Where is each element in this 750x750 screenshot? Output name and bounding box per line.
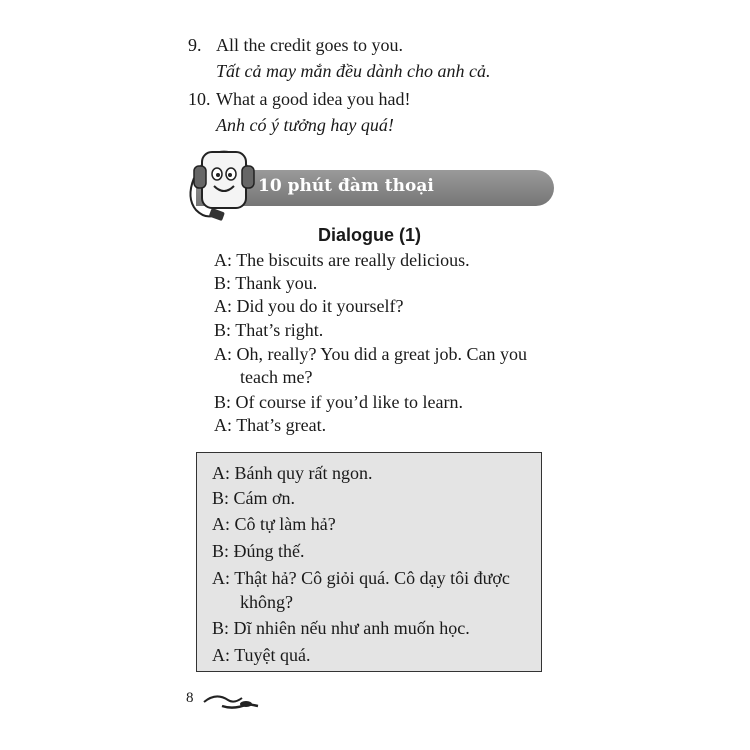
example-10-number: 10. xyxy=(188,89,211,109)
example-9-number: 9. xyxy=(188,35,202,55)
translation-line-7: A: Tuyệt quá. xyxy=(212,645,311,665)
decorative-flourish-icon xyxy=(202,688,262,712)
section-title: 10 phút đàm thoại xyxy=(258,176,434,196)
example-10-english: What a good idea you had! xyxy=(216,89,411,109)
example-9-english: All the credit goes to you. xyxy=(216,35,403,55)
dialogue-line-2: B: Thank you. xyxy=(214,273,318,293)
dialogue-line-7: A: That’s great. xyxy=(214,415,327,435)
dialogue-line-3: A: Did you do it yourself? xyxy=(214,296,404,316)
translation-line-6: B: Dĩ nhiên nếu như anh muốn học. xyxy=(212,618,470,638)
dialogue-line-5-cont: teach me? xyxy=(240,367,313,387)
dialogue-line-1: A: The biscuits are really delicious. xyxy=(214,250,470,270)
translation-line-5: A: Thật hả? Cô giỏi quá. Cô dạy tôi được xyxy=(212,568,510,588)
dialogue-line-4: B: That’s right. xyxy=(214,320,324,340)
translation-line-2: B: Cám ơn. xyxy=(212,488,296,508)
page-number: 8 xyxy=(186,690,194,706)
example-10-vietnamese: Anh có ý tưởng hay quá! xyxy=(216,115,394,135)
translation-line-1: A: Bánh quy rất ngon. xyxy=(212,463,373,483)
translation-line-5-cont: không? xyxy=(240,592,293,612)
dialogue-line-5: A: Oh, really? You did a great job. Can you xyxy=(214,344,527,364)
dialogue-title: Dialogue (1) xyxy=(318,225,422,245)
headphone-mascot-icon xyxy=(184,138,264,230)
dialogue-line-6: B: Of course if you’d like to learn. xyxy=(214,392,463,412)
example-9-vietnamese: Tất cả may mắn đều dành cho anh cả. xyxy=(216,61,491,81)
translation-line-4: B: Đúng thế. xyxy=(212,541,305,561)
translation-line-3: A: Cô tự làm hả? xyxy=(212,514,336,534)
